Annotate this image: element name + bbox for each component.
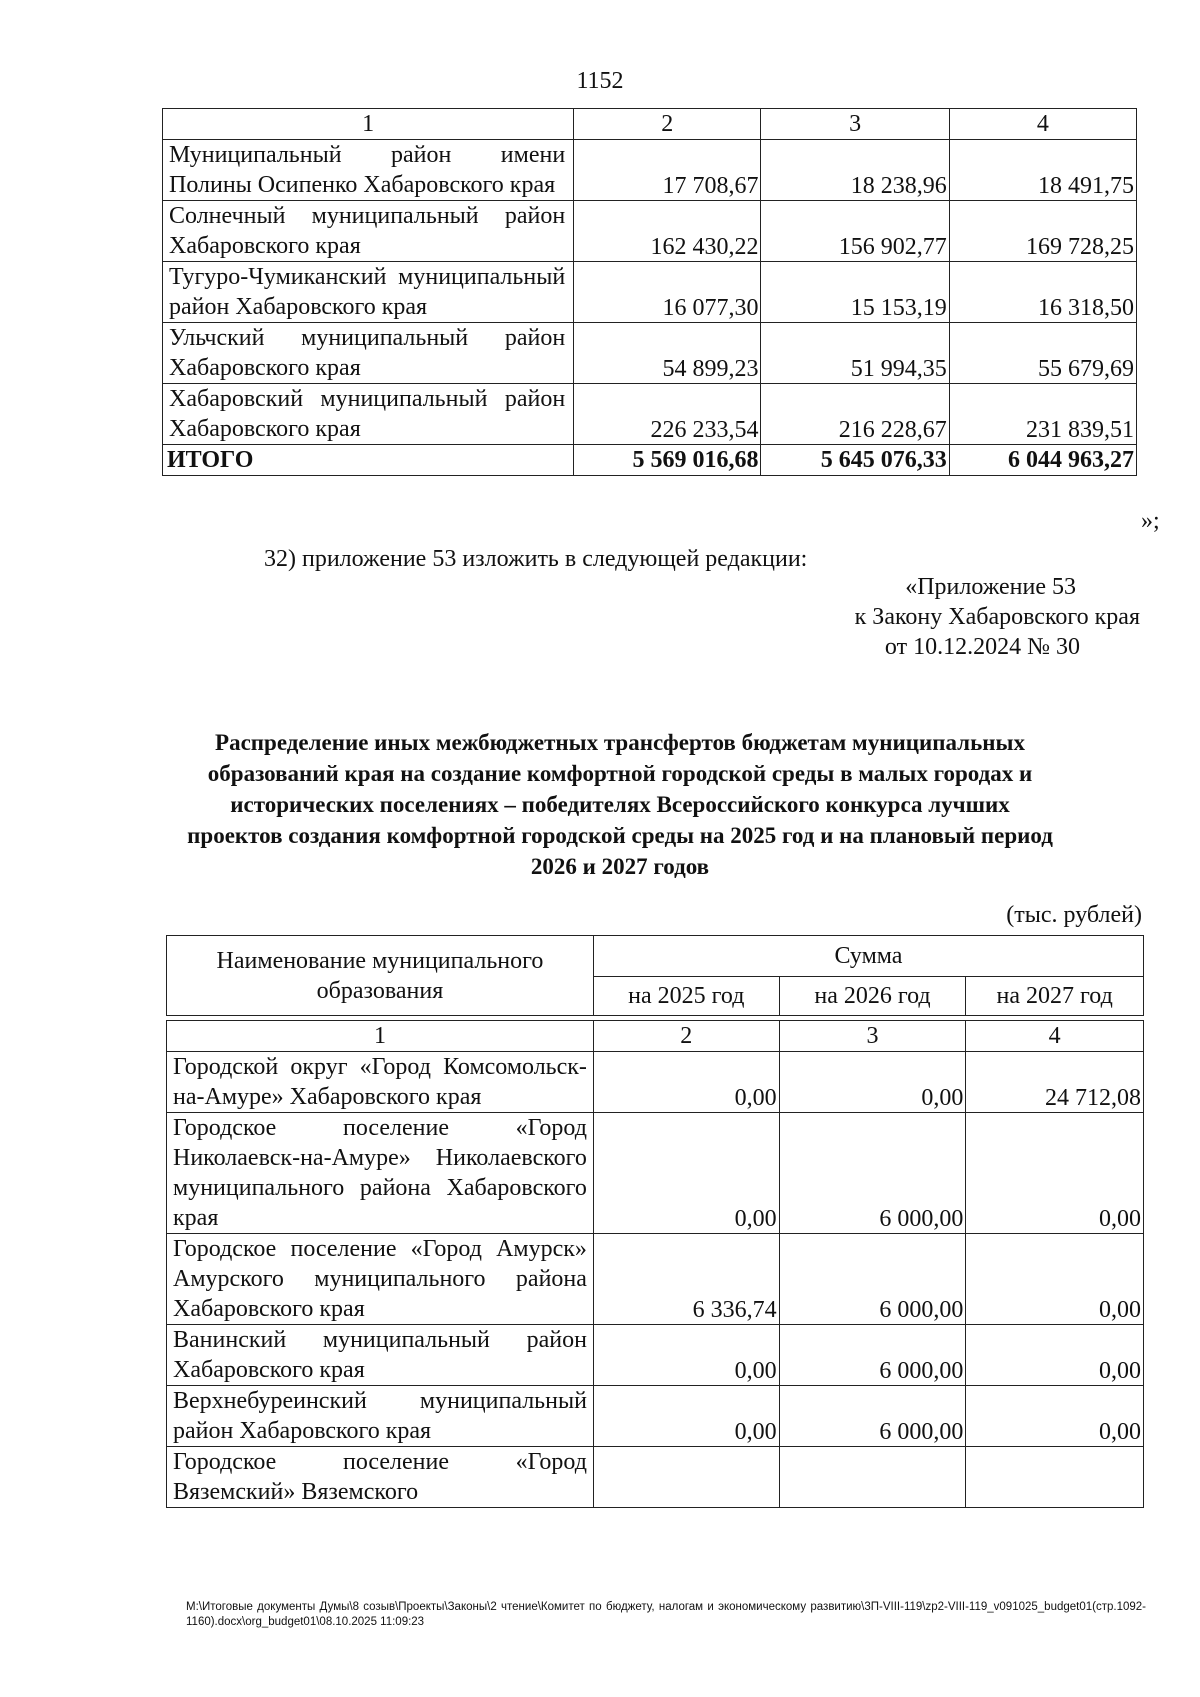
total-row: [163, 445, 1137, 476]
table1-header-col1: 1: [163, 109, 574, 140]
table-row: [167, 1052, 1144, 1113]
value-2025: [593, 1447, 779, 1508]
header-sum: Сумма: [593, 936, 1143, 977]
value-2027: 169 728,25: [949, 201, 1136, 262]
instruction-text: 32) приложение 53 изложить в следующей редакции:: [264, 546, 808, 572]
value-2026: 6 000,00: [779, 1325, 966, 1386]
table1-header-col4: 4: [949, 109, 1136, 140]
total-2027: 6 044 963,27: [949, 445, 1136, 476]
closing-quote: »;: [1141, 508, 1160, 534]
table-municipal-districts: [162, 108, 1137, 476]
total-2026: 5 645 076,33: [761, 445, 949, 476]
value-2025: 0,00: [593, 1325, 779, 1386]
table-row: [163, 323, 1137, 384]
row-name: Городское поселение «Город Амурск» Амурского муниципального района Хабаровского края: [167, 1234, 594, 1325]
value-2027: 231 839,51: [949, 384, 1136, 445]
row-name: Солнечный муниципальный район Хабаровского края: [163, 201, 574, 262]
row-name: Городской округ «Город Комсомольск-на-Амуре» Хабаровского края: [167, 1052, 594, 1113]
table-row: [167, 1325, 1144, 1386]
header-year-2026: на 2026 год: [779, 977, 966, 1016]
table1-header-row: [163, 109, 1137, 140]
value-2026: 156 902,77: [761, 201, 949, 262]
value-2025: 16 077,30: [574, 262, 761, 323]
header-year-2027: на 2027 год: [966, 977, 1144, 1016]
row-name: Хабаровский муниципальный район Хабаровского края: [163, 384, 574, 445]
row-name: Городское поселение «Город Николаевск-на-Амуре» Николаевского муниципального района Хабаровского края: [167, 1113, 594, 1234]
value-2025: 0,00: [593, 1113, 779, 1234]
appendix-line-1: «Приложение 53: [905, 574, 1076, 600]
row-name: Верхнебуреинский муниципальный район Хабаровского края: [167, 1386, 594, 1447]
file-path-footer: M:\Итоговые документы Думы\8 созыв\Проекты\Законы\2 чтение\Комитет по бюджету, налогам и экономическому развитию\3П-VIII-119\zp2-VIII-119_v091025_budget01(стр.1092-1160).docx\org_budget01\08.10.2025 11:09:23: [186, 1601, 1146, 1628]
table-transfers: [166, 935, 1144, 1508]
value-2025: 6 336,74: [593, 1234, 779, 1325]
value-2026: [779, 1447, 966, 1508]
value-2025: 0,00: [593, 1052, 779, 1113]
value-2026: 6 000,00: [779, 1234, 966, 1325]
table-row: [167, 1447, 1144, 1508]
table2-number-row: [167, 1021, 1144, 1052]
value-2027: 55 679,69: [949, 323, 1136, 384]
table-row: [167, 1113, 1144, 1234]
total-label: ИТОГО: [163, 445, 574, 476]
value-2025: 0,00: [593, 1386, 779, 1447]
value-2025: 226 233,54: [574, 384, 761, 445]
value-2027: 0,00: [966, 1234, 1144, 1325]
page-number: 1152: [576, 68, 624, 94]
value-2025: 162 430,22: [574, 201, 761, 262]
table-row: [163, 201, 1137, 262]
row-name: Муниципальный район имени Полины Осипенко Хабаровского края: [163, 140, 574, 201]
total-2025: 5 569 016,68: [574, 445, 761, 476]
value-2027: [966, 1447, 1144, 1508]
table1-header-col2: 2: [574, 109, 761, 140]
appendix-line-3: от 10.12.2024 № 30: [884, 634, 1080, 660]
table-row: [163, 262, 1137, 323]
table-row: [163, 140, 1137, 201]
value-2026: 51 994,35: [761, 323, 949, 384]
column-number-1: 1: [167, 1021, 594, 1052]
value-2027: 18 491,75: [949, 140, 1136, 201]
header-year-2025: на 2025 год: [593, 977, 779, 1016]
value-2026: 15 153,19: [761, 262, 949, 323]
column-number-4: 4: [966, 1021, 1144, 1052]
unit-label: (тыс. рублей): [1006, 902, 1142, 928]
row-name: Городское поселение «Город Вяземский» Вяземского: [167, 1447, 594, 1508]
value-2027: 0,00: [966, 1113, 1144, 1234]
value-2026: 6 000,00: [779, 1113, 966, 1234]
header-municipality-name: Наименование муниципального образования: [167, 936, 594, 1016]
value-2025: 54 899,23: [574, 323, 761, 384]
value-2027: 16 318,50: [949, 262, 1136, 323]
appendix-block: [700, 572, 1140, 662]
row-name: Ульчский муниципальный район Хабаровского края: [163, 323, 574, 384]
table-row: [167, 1386, 1144, 1447]
value-2026: 18 238,96: [761, 140, 949, 201]
value-2026: 6 000,00: [779, 1386, 966, 1447]
column-number-3: 3: [779, 1021, 966, 1052]
value-2026: 216 228,67: [761, 384, 949, 445]
value-2025: 17 708,67: [574, 140, 761, 201]
value-2027: 0,00: [966, 1386, 1144, 1447]
value-2027: 24 712,08: [966, 1052, 1144, 1113]
table1-header-col3: 3: [761, 109, 949, 140]
value-2026: 0,00: [779, 1052, 966, 1113]
row-name: Тугуро-Чумиканский муниципальный район Хабаровского края: [163, 262, 574, 323]
document-title: Распределение иных межбюджетных трансфертов бюджетам муниципальных образований края на создание комфортной городской среды в малых городах и исторических поселениях – победителях Всероссийского конкурса лучших проектов создания комфортной городской среды на 2025 год и на плановый период 2026 и 2027 годов: [187, 730, 1053, 879]
appendix-line-2: к Закону Хабаровского края: [854, 604, 1140, 630]
table-row: [163, 384, 1137, 445]
table-row: [167, 1234, 1144, 1325]
value-2027: 0,00: [966, 1325, 1144, 1386]
row-name: Ванинский муниципальный район Хабаровского края: [167, 1325, 594, 1386]
table2-header-row: [167, 936, 1144, 977]
column-number-2: 2: [593, 1021, 779, 1052]
